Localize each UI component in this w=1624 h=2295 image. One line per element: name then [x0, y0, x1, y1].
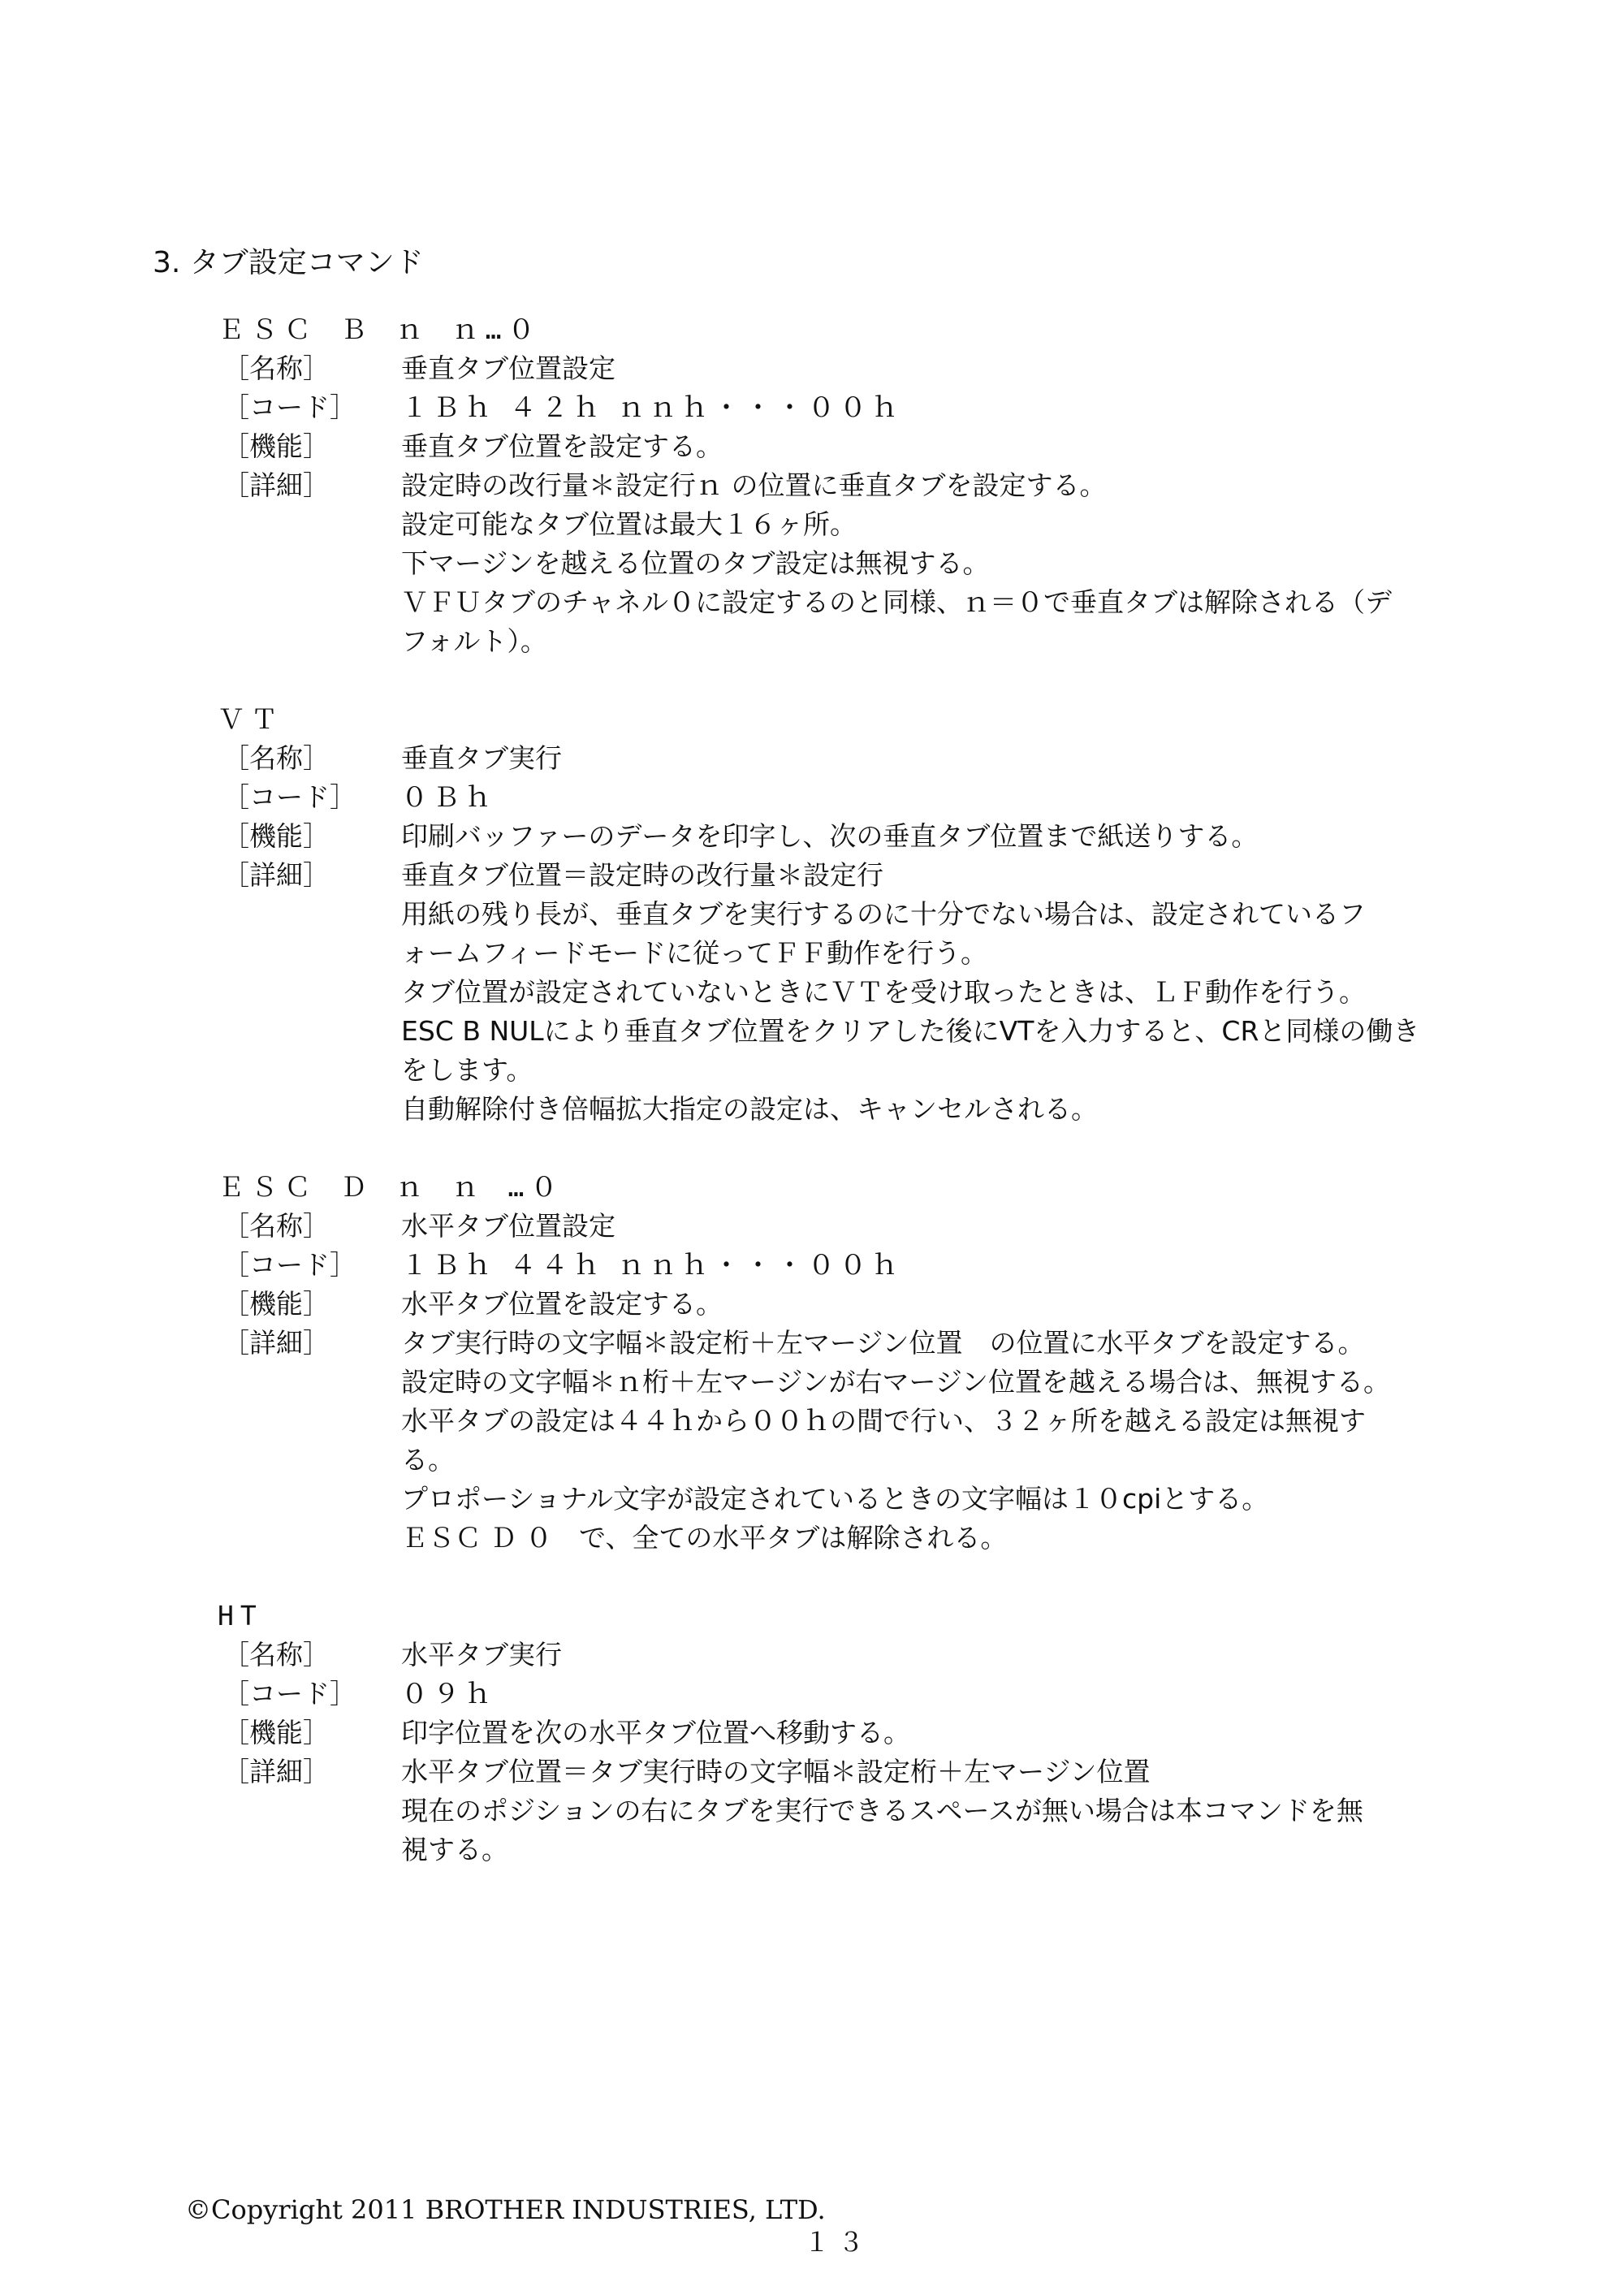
field-content — [401, 1246, 1481, 1285]
field-row — [216, 856, 1517, 1129]
field-content — [401, 778, 1481, 817]
field-row — [216, 1324, 1517, 1558]
field-line: 水平タブ実行 — [401, 1639, 562, 1670]
field-line: 視する。 — [401, 1834, 508, 1865]
command-section — [218, 310, 1517, 661]
field-label: ［機能］ — [222, 820, 330, 852]
field-content — [401, 1207, 1481, 1246]
field-line: タブ実行時の文字幅＊設定桁＋左マージン位置 の位置に水平タブを設定する。 — [401, 1327, 1365, 1359]
field-line: 垂直タブ位置を設定する。 — [401, 430, 723, 462]
field-label: ［名称］ — [222, 742, 330, 774]
field-line: る。 — [401, 1444, 455, 1476]
field-content — [401, 817, 1481, 856]
field-label: ［機能］ — [222, 1288, 330, 1320]
field-row — [216, 1675, 1517, 1714]
field-row — [216, 778, 1517, 817]
field-line: 垂直タブ実行 — [401, 742, 562, 774]
command-name: ＥＳＣ Ｄ ｎ ｎ …０ — [218, 1171, 564, 1203]
field-label: ［詳細］ — [222, 469, 330, 501]
command-name: ＥＳＣ Ｂ ｎ ｎ…０ — [218, 313, 542, 345]
command-name: HT — [218, 1600, 263, 1632]
field-line: ＶＦＵタブのチャネル０に設定するのと同様、ｎ＝０で垂直タブは解除される（デ — [401, 586, 1393, 618]
field-row — [216, 349, 1517, 388]
field-label: ［コード］ — [222, 781, 356, 813]
field-content — [401, 1714, 1481, 1753]
field-row — [216, 1207, 1517, 1246]
section-title: 3. タブ設定コマンド — [153, 246, 424, 279]
footer-copyright: ©Copyright 2011 BROTHER INDUSTRIES, LTD. — [185, 2194, 826, 2225]
field-content — [401, 1324, 1481, 1558]
field-line: タブ位置が設定されていないときにＶＴを受け取ったときは、ＬＦ動作を行う。 — [401, 976, 1366, 1008]
field-label: ［名称］ — [222, 1639, 330, 1670]
field-row — [216, 1246, 1517, 1285]
field-line: ESC B NULにより垂直タブ位置をクリアした後にVTを入力すると、CRと同様の働き — [401, 1015, 1420, 1047]
field-label: ［名称］ — [222, 352, 330, 384]
field-row — [216, 739, 1517, 778]
field-line: 自動解除付き倍幅拡大指定の設定は、キャンセルされる。 — [401, 1093, 1098, 1125]
field-line: 印字位置を次の水平タブ位置へ移動する。 — [401, 1717, 910, 1748]
field-content — [401, 466, 1481, 661]
field-line: をします。 — [401, 1054, 533, 1086]
field-line: 設定可能なタブ位置は最大１６ヶ所。 — [401, 508, 857, 540]
page-number: １３ — [804, 2227, 873, 2258]
field-line: 垂直タブ位置設定 — [401, 352, 615, 384]
field-line: ォームフィードモードに従ってＦＦ動作を行う。 — [401, 937, 988, 969]
field-line: 用紙の残り長が、垂直タブを実行するのに十分でない場合は、設定されているフ — [401, 898, 1366, 930]
field-line: ０９ｈ — [401, 1678, 496, 1709]
field-line: １Ｂｈ ４２ｈ ｎｎｈ・・・００ｈ — [401, 391, 903, 423]
field-line: 設定時の改行量＊設定行ｎ の位置に垂直タブを設定する。 — [401, 469, 1107, 501]
field-line: 水平タブ位置＝タブ実行時の文字幅＊設定桁＋左マージン位置 — [401, 1756, 1151, 1787]
field-label: ［詳細］ — [222, 859, 330, 891]
field-line: 下マージンを越える位置のタブ設定は無視する。 — [401, 547, 990, 579]
field-label: ［機能］ — [222, 430, 330, 462]
field-line: プロポーショナル文字が設定されているときの文字幅は１０cpiとする。 — [401, 1483, 1269, 1515]
field-line: ０Ｂｈ — [401, 781, 496, 813]
field-row — [216, 466, 1517, 661]
field-row — [216, 1714, 1517, 1753]
command-section — [218, 1597, 1517, 1869]
field-line: 印刷バッファーのデータを印字し、次の垂直タブ位置まで紙送りする。 — [401, 820, 1259, 852]
field-label: ［コード］ — [222, 391, 356, 423]
field-row — [216, 817, 1517, 856]
command-section — [218, 1168, 1517, 1558]
field-row — [216, 388, 1517, 427]
field-line: 水平タブ位置を設定する。 — [401, 1288, 723, 1320]
field-content — [401, 856, 1481, 1129]
field-content — [401, 388, 1481, 427]
field-label: ［名称］ — [222, 1210, 330, 1242]
field-line: 設定時の文字幅＊ｎ桁＋左マージンが右マージン位置を越える場合は、無視する。 — [401, 1366, 1391, 1398]
field-line: 垂直タブ位置＝設定時の改行量＊設定行 — [401, 859, 883, 891]
field-content — [401, 1753, 1481, 1869]
field-content — [401, 739, 1481, 778]
field-line: 現在のポジションの右にタブを実行できるスペースが無い場合は本コマンドを無 — [401, 1795, 1363, 1826]
field-label: ［コード］ — [222, 1678, 356, 1709]
field-row — [216, 1753, 1517, 1869]
field-content — [401, 1285, 1481, 1324]
field-label: ［詳細］ — [222, 1327, 330, 1359]
field-content — [401, 1636, 1481, 1675]
field-row — [216, 1636, 1517, 1675]
command-section — [218, 700, 1517, 1129]
field-row — [216, 427, 1517, 466]
field-content — [401, 1675, 1481, 1714]
field-line: 水平タブ位置設定 — [401, 1210, 615, 1242]
field-label: ［詳細］ — [222, 1756, 330, 1787]
field-content — [401, 427, 1481, 466]
field-line: 水平タブの設定は４４ｈから００ｈの間で行い、３２ヶ所を越える設定は無視す — [401, 1405, 1366, 1437]
field-row — [216, 1285, 1517, 1324]
field-line: １Ｂｈ ４４ｈ ｎｎｈ・・・００ｈ — [401, 1249, 903, 1281]
field-label: ［コード］ — [222, 1249, 356, 1281]
field-content — [401, 349, 1481, 388]
field-line: フォルト）。 — [401, 625, 547, 657]
field-line: ＥＳＣ Ｄ ０ で、全ての水平タブは解除される。 — [401, 1522, 1008, 1554]
field-label: ［機能］ — [222, 1717, 330, 1748]
command-name: ＶＴ — [218, 703, 284, 735]
command-list — [218, 310, 1517, 1908]
